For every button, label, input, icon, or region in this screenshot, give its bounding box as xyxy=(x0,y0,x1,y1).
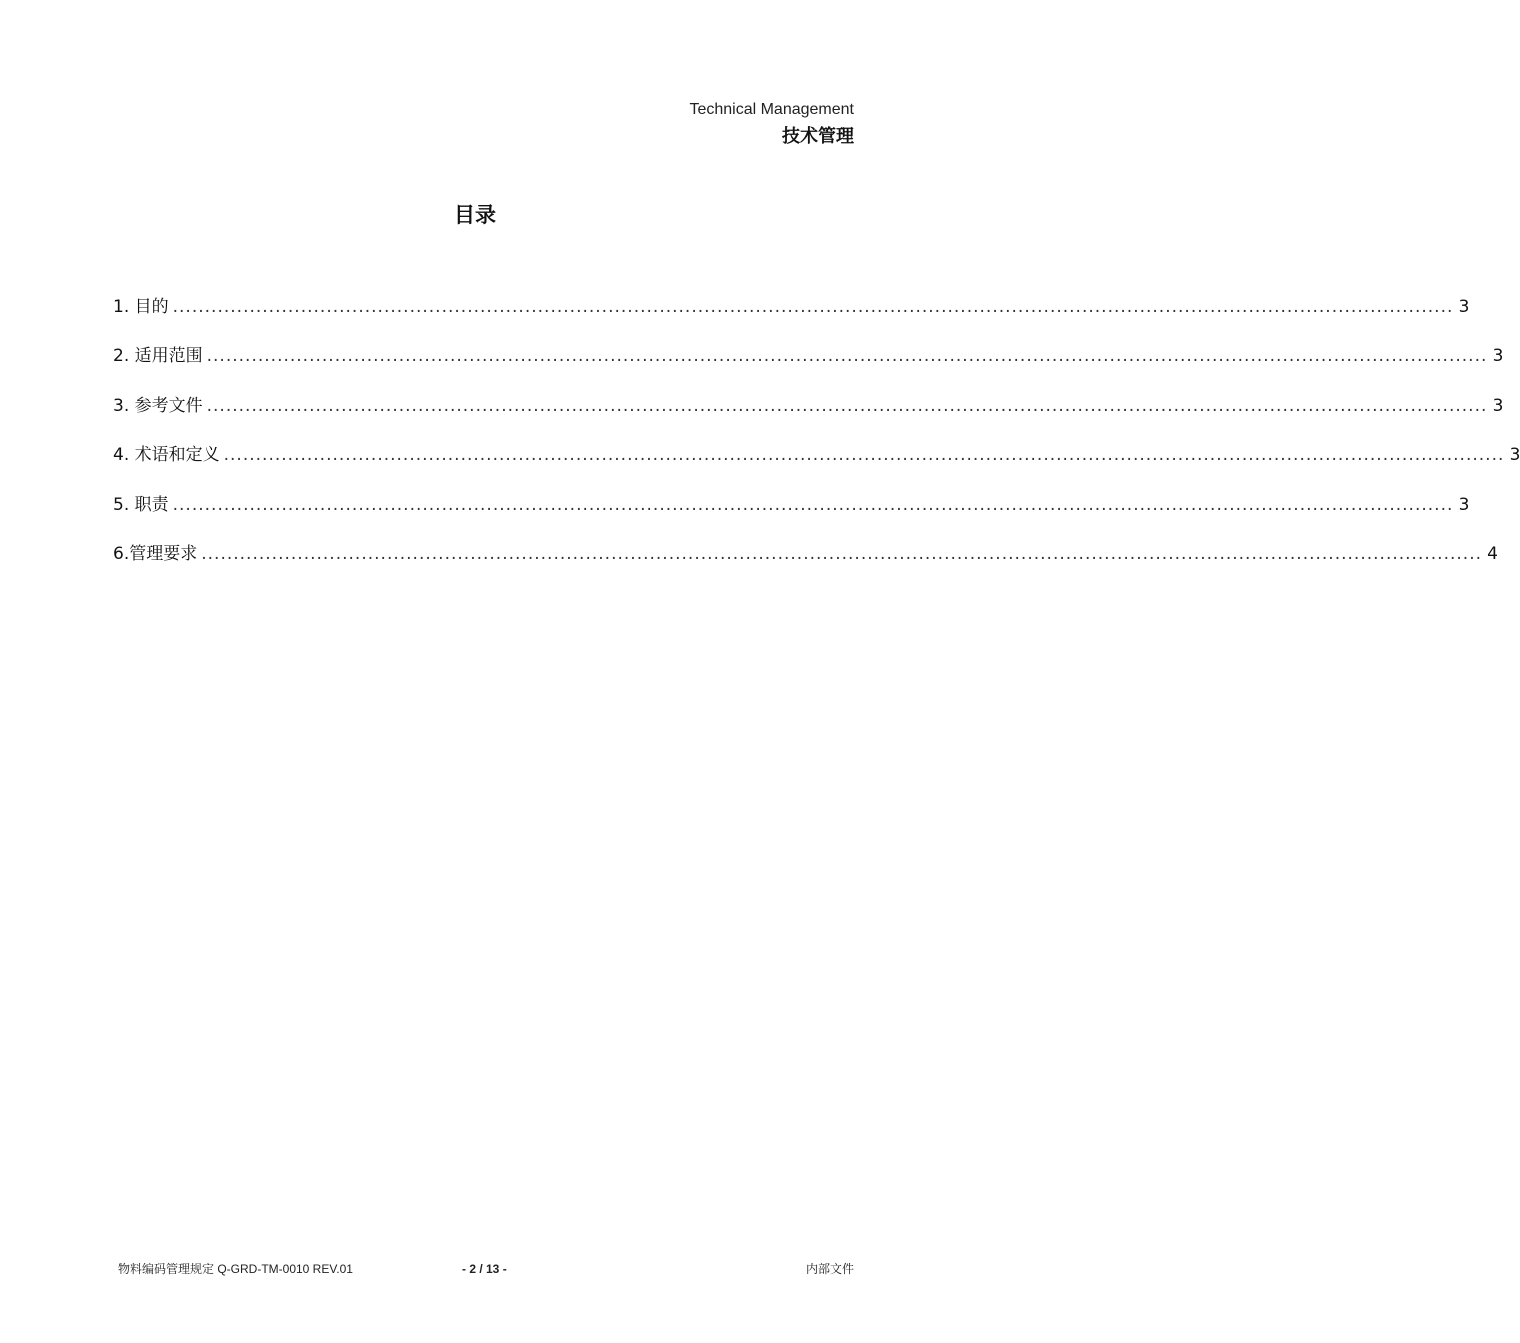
toc-entry-label: 1. 目的 xyxy=(113,297,169,317)
toc-entry-label: 2. 适用范围 xyxy=(113,346,203,367)
toc-entry-label: 5. 职责 xyxy=(113,494,169,515)
toc-entry-page: 4 xyxy=(1487,543,1498,564)
footer-classification: 内部文件 xyxy=(805,1262,854,1276)
toc-leader-dots: ........................................................................................................................................................................................................ xyxy=(223,445,1505,466)
toc-entry[interactable] xyxy=(113,442,1520,491)
toc-entry-page: 3 xyxy=(1458,297,1470,317)
toc-leader-dots: ........................................................................................................................................................................................................ xyxy=(172,494,1454,515)
toc-entry-page: 3 xyxy=(1458,494,1470,515)
toc-entry-page: 3 xyxy=(1492,395,1504,416)
toc-entry[interactable] xyxy=(113,294,1470,343)
toc-entry-label: 6.管理要求 xyxy=(113,543,198,564)
toc-entry[interactable] xyxy=(113,541,1498,590)
toc-entry-page: 3 xyxy=(1509,445,1520,466)
table-of-contents xyxy=(113,294,1520,590)
header-title-cn: 技术管理 xyxy=(782,126,854,147)
toc-title: 目录 xyxy=(454,203,496,227)
toc-entry[interactable] xyxy=(113,492,1470,541)
toc-leader-dots: ........................................................................................................................................................................................................ xyxy=(172,297,1454,317)
page-header xyxy=(689,100,854,150)
toc-entry-label: 4. 术语和定义 xyxy=(113,445,220,466)
toc-entry-page: 3 xyxy=(1492,346,1504,367)
toc-entry[interactable] xyxy=(113,343,1504,392)
footer-page-indicator: - 2 / 13 - xyxy=(462,1262,507,1276)
header-title-en: Technical Management xyxy=(689,101,854,118)
footer-doc-title: 物料编码管理规定 Q-GRD-TM-0010 REV.01 xyxy=(118,1262,353,1276)
toc-entry-label: 3. 参考文件 xyxy=(113,395,203,416)
toc-entry[interactable] xyxy=(113,393,1504,442)
toc-leader-dots: ........................................................................................................................................................................................................ xyxy=(206,395,1488,416)
toc-leader-dots: ........................................................................................................................................................................................................ xyxy=(206,346,1488,367)
toc-leader-dots: ........................................................................................................................................................................................................ xyxy=(201,543,1482,564)
